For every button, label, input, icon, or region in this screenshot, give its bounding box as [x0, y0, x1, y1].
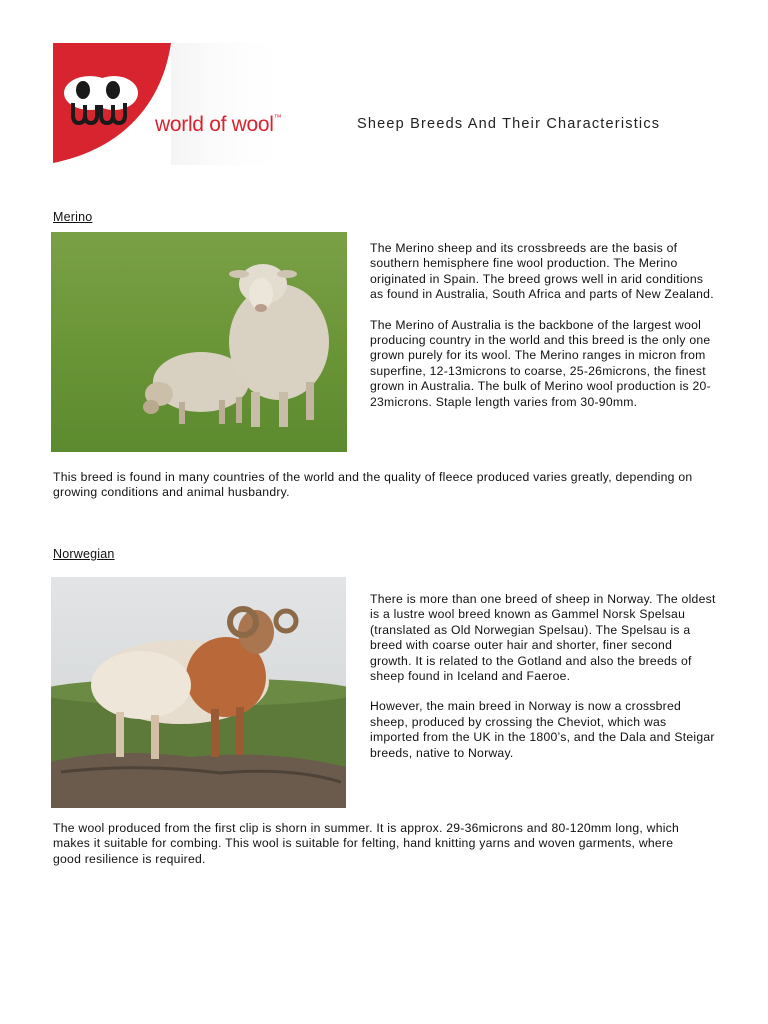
document-title: Sheep Breeds And Their Characteristics — [357, 116, 661, 132]
merino-paragraph-1: The Merino sheep and its crossbreeds are the basis of southern hemisphere fine wool production. The Merino originated in Spain. The breed grows well in arid conditions as found in Australia, South Africa and parts of New Zealand. — [370, 241, 714, 302]
section-heading-merino: Merino — [53, 210, 93, 224]
merino-sheep-photo — [51, 232, 347, 452]
section-heading-norwegian: Norwegian — [53, 547, 115, 561]
norwegian-paragraph-1: There is more than one breed of sheep in Norway. The oldest is a lustre wool breed known as Gammel Norsk Spelsau (translated as Old Norwegian Spelsau). The Spelsau is a breed with coarse outer hair and shorter, finer second growth. It is related to the Gotland and also the breeds of sheep found in Iceland and Faeroe. — [370, 592, 716, 684]
world-of-wool-logo — [53, 43, 293, 165]
norwegian-ram-photo — [51, 577, 346, 808]
norwegian-footer-text: The wool produced from the first clip is shorn in summer. It is approx. 29-36microns and 80-120mm long, which makes it suitable for combing. This wool is suitable for felting, hand knitting yarns and woven garments, where good resilience is required. — [53, 821, 680, 866]
merino-description — [370, 241, 716, 410]
merino-footer-text: This breed is found in many countries of the world and the quality of fleece produced varies greatly, depending on growing conditions and animal husbandry. — [53, 470, 693, 500]
norwegian-paragraph-2: However, the main breed in Norway is now a crossbred sheep, produced by crossing the Cheviot, which was imported from the UK in the 1800’s, and the Dala and Steigar breeds, native to Norway. — [370, 699, 715, 760]
merino-paragraph-2: The Merino of Australia is the backbone of the largest wool producing country in the world and this breed is the only one grown purely for its wool. The Merino ranges in micron from superfine, 12-13microns to coarse, 25-26microns, the finest grown in Australia. The bulk of Merino wool production is 20-23microns. Staple length varies from 30-90mm. — [370, 317, 711, 409]
logo-graphic — [53, 43, 293, 165]
trademark-symbol: ™ — [273, 113, 282, 122]
norwegian-description — [370, 592, 716, 761]
logo-wordmark: world of wool™ — [155, 113, 282, 136]
